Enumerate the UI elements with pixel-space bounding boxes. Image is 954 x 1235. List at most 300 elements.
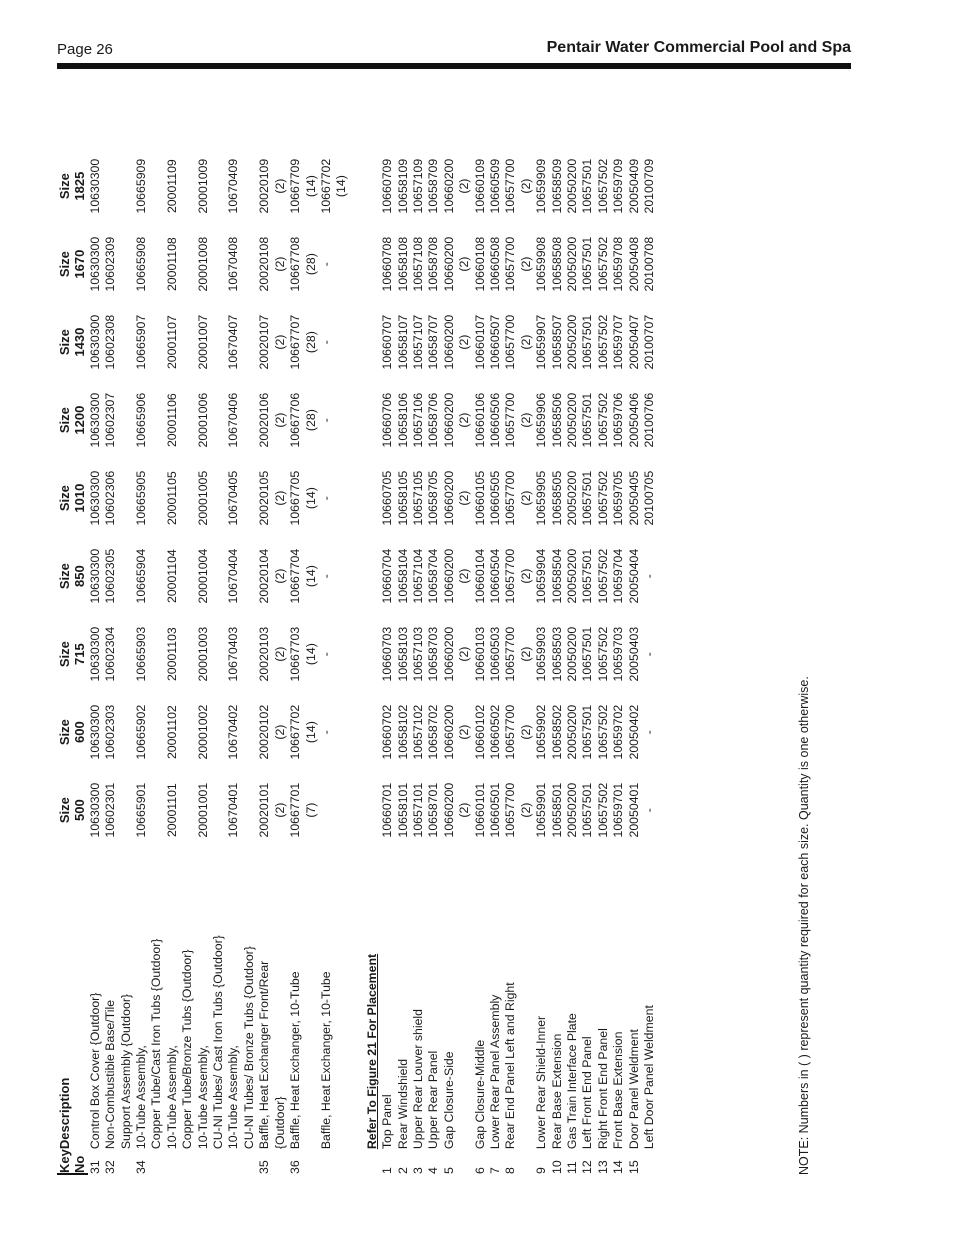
description-cell: 10-Tube Assembly, <box>226 1045 241 1150</box>
key-cell <box>457 1149 472 1174</box>
part-number-cell: 10657502 <box>595 236 610 292</box>
part-number-cell <box>180 303 195 381</box>
part-number-cell <box>119 771 134 849</box>
page-number: Page 26 <box>57 41 113 58</box>
part-number-cell: 10659904 <box>534 548 549 604</box>
part-number-cell: 10657502 <box>595 392 610 448</box>
part-number-cell: 20050409 <box>626 158 641 214</box>
description-cell: CU-NI Tubes/ Bronze Tubs {Outdoor} <box>241 946 256 1150</box>
part-number-cell: 10660501 <box>487 782 502 838</box>
part-number-cell <box>242 225 257 303</box>
part-number-cell: 10657109 <box>410 158 425 214</box>
part-number-cell: 10667705 <box>288 470 303 526</box>
part-number-cell: (28) <box>303 409 318 432</box>
part-number-cell: 20001107 <box>164 315 179 370</box>
subheading-placement: Refer To Figure 21 For Placement <box>364 953 379 1150</box>
part-number-cell: 20050407 <box>626 314 641 370</box>
part-number-cell <box>149 381 164 459</box>
description-cell: Rear End Panel Left and Right <box>503 982 518 1150</box>
part-number-cell <box>242 771 257 849</box>
table-row <box>580 147 595 1174</box>
part-number-cell: 10658705 <box>426 470 441 526</box>
part-number-cell: (2) <box>457 490 472 506</box>
description-cell: CU-NI Tubes/ Cast Iron Tubs {Outdoor} <box>211 935 226 1150</box>
header-description: Description <box>57 1077 72 1150</box>
table-row <box>488 147 503 1174</box>
part-number-cell: 10657501 <box>580 782 595 838</box>
part-number-cell: 10659707 <box>611 314 626 370</box>
part-number-cell: 10659701 <box>611 782 626 838</box>
part-number-cell: 10670403 <box>226 626 241 682</box>
description-cell <box>304 849 319 1149</box>
table-row <box>611 147 626 1174</box>
part-number-cell <box>334 303 349 381</box>
part-number-cell: (2) <box>518 724 533 740</box>
part-number-cell: 10657502 <box>595 470 610 526</box>
part-number-cell: 10657501 <box>580 704 595 760</box>
part-number-cell: (2) <box>518 178 533 194</box>
table-row <box>88 147 103 1174</box>
part-number-cell: 10660508 <box>487 236 502 292</box>
part-number-cell <box>334 693 349 771</box>
part-number-cell: - <box>318 496 333 501</box>
part-number-cell: 10657103 <box>410 626 425 682</box>
part-number-cell: 10660200 <box>441 704 456 760</box>
key-cell <box>242 1149 257 1174</box>
part-number-cell <box>180 225 195 303</box>
part-number-cell: 10658102 <box>395 704 410 760</box>
description-cell: Front Base Extension <box>611 1031 626 1150</box>
description-cell: Rear Windshield <box>395 1058 410 1150</box>
part-number-cell: 10665908 <box>134 236 149 292</box>
part-number-cell: 10630300 <box>87 782 102 838</box>
part-number-cell: 10660702 <box>380 704 395 760</box>
part-number-cell: 10657102 <box>410 704 425 760</box>
part-number-cell: 20020102 <box>257 704 272 760</box>
table-row <box>103 147 118 1174</box>
part-number-cell: (2) <box>272 256 287 272</box>
part-number-cell: 10657501 <box>580 314 595 370</box>
part-number-cell: 10630300 <box>87 470 102 526</box>
part-number-cell: 10657501 <box>580 548 595 604</box>
part-number-cell: (2) <box>457 724 472 740</box>
part-number-cell: 10602304 <box>103 626 118 682</box>
key-cell <box>226 1149 241 1174</box>
part-number-cell: 10658108 <box>395 236 410 292</box>
part-number-cell: 20100708 <box>642 236 657 292</box>
table-row <box>211 147 226 1174</box>
part-number-cell: 10658506 <box>549 392 564 448</box>
part-number-cell: 10630300 <box>87 626 102 682</box>
part-number-cell: 20100706 <box>642 392 657 448</box>
part-number-cell <box>242 537 257 615</box>
key-cell: 6 <box>472 1167 487 1174</box>
part-number-cell: 20020107 <box>257 314 272 370</box>
part-number-cell: 10658503 <box>549 626 564 682</box>
header-size-1670: Size 1670 <box>57 249 88 279</box>
part-number-cell: 10659909 <box>534 158 549 214</box>
part-number-cell <box>334 537 349 615</box>
part-number-cell: 10659907 <box>534 314 549 370</box>
description-cell: {Outdoor} <box>272 1096 287 1150</box>
part-number-cell: (2) <box>272 568 287 584</box>
part-number-cell <box>119 225 134 303</box>
part-number-cell: 20001007 <box>195 314 210 370</box>
part-number-cell: 10667701 <box>288 782 303 838</box>
part-number-cell: 10665909 <box>134 158 149 214</box>
part-number-cell: (2) <box>518 334 533 350</box>
part-number-cell: 10660107 <box>472 314 487 370</box>
part-number-cell: 10630300 <box>87 236 102 292</box>
part-number-cell: 10660502 <box>487 704 502 760</box>
part-number-cell: 20100705 <box>642 470 657 526</box>
part-number-cell: 10657501 <box>580 470 595 526</box>
part-number-cell: 10659709 <box>611 158 626 214</box>
part-number-cell: 10670405 <box>226 470 241 526</box>
description-cell: Control Box Cover {Outdoor} <box>87 992 102 1150</box>
part-number-cell: 10657700 <box>503 236 518 292</box>
key-cell: 13 <box>595 1160 610 1174</box>
key-cell: 1 <box>380 1167 395 1174</box>
part-number-cell: 20001004 <box>195 548 210 604</box>
part-number-cell: - <box>318 652 333 657</box>
description-cell: Door Panel Weldment <box>626 1029 641 1150</box>
part-number-cell: 10659706 <box>611 392 626 448</box>
part-number-cell: 10660200 <box>441 314 456 370</box>
part-number-cell: 10659704 <box>611 548 626 604</box>
description-cell: Copper Tube/Cast Iron Tubs {Outdoor} <box>149 938 164 1150</box>
part-number-cell: 10658701 <box>426 782 441 838</box>
table-row <box>426 147 441 1174</box>
description-cell: Support Assembly {Outdoor} <box>118 993 133 1150</box>
part-number-cell: 10659702 <box>611 704 626 760</box>
part-number-cell: 10660705 <box>380 470 395 526</box>
part-number-cell: 10658708 <box>426 236 441 292</box>
part-number-cell: 10660109 <box>472 158 487 214</box>
part-number-cell: 10659901 <box>534 782 549 838</box>
part-number-cell: 10657502 <box>595 548 610 604</box>
part-number-cell <box>242 303 257 381</box>
part-number-cell: 20100707 <box>642 314 657 370</box>
part-number-cell: 20050401 <box>626 782 641 838</box>
part-number-cell: (2) <box>518 802 533 818</box>
key-cell: 3 <box>410 1167 425 1174</box>
part-number-cell: 10657101 <box>410 782 425 838</box>
table-row <box>457 147 472 1174</box>
key-cell <box>196 1149 211 1174</box>
description-cell: Lower Rear Panel Assembly <box>487 994 502 1150</box>
part-number-cell: 20050200 <box>565 236 579 292</box>
part-number-cell: 20001001 <box>195 782 210 838</box>
rotated-parts-table <box>57 115 847 1175</box>
key-cell: 34 <box>134 1160 149 1174</box>
part-number-cell: 10667702 <box>318 158 333 214</box>
part-number-cell: (2) <box>272 646 287 662</box>
part-number-cell: 10659902 <box>534 704 549 760</box>
part-number-cell: 10657105 <box>410 470 425 526</box>
part-number-cell <box>242 459 257 537</box>
part-number-cell: 10670401 <box>226 782 241 838</box>
key-cell: 11 <box>565 1161 579 1174</box>
part-number-cell: 10660505 <box>487 470 502 526</box>
part-number-cell: 10657501 <box>580 392 595 448</box>
part-number-cell: 10658505 <box>549 470 564 526</box>
document-title: Pentair Water Commercial Pool and Spa <box>546 39 851 56</box>
part-number-cell: 20001106 <box>164 393 179 448</box>
parts-table <box>57 147 657 1175</box>
part-number-cell: (2) <box>272 724 287 740</box>
header-size-1010: Size 1010 <box>57 483 88 513</box>
key-cell: 14 <box>611 1160 626 1174</box>
key-cell <box>165 1149 180 1174</box>
part-number-cell <box>180 147 195 225</box>
part-number-cell: 10657700 <box>503 548 518 604</box>
table-row <box>596 147 611 1174</box>
part-number-cell: 10658704 <box>426 548 441 604</box>
part-number-cell: 10660506 <box>487 392 502 448</box>
part-number-cell: 10665907 <box>134 314 149 370</box>
part-number-cell: 20020108 <box>257 236 272 292</box>
part-number-cell: 10660504 <box>487 548 502 604</box>
part-number-cell: 20050200 <box>565 470 579 526</box>
part-number-cell: (14) <box>303 175 318 198</box>
part-number-cell <box>211 303 226 381</box>
table-row <box>519 147 534 1174</box>
table-row <box>565 147 580 1174</box>
part-number-cell: 10660103 <box>472 626 487 682</box>
part-number-cell: 10658709 <box>426 158 441 214</box>
part-number-cell: 10657700 <box>503 704 518 760</box>
table-row <box>273 147 288 1174</box>
part-number-cell: 10660108 <box>472 236 487 292</box>
part-number-cell: (14) <box>303 721 318 744</box>
description-cell: Right Front End Panel <box>595 1028 610 1150</box>
quantity-note: NOTE: Numbers in ( ) represent quantity required for each size. Quantity is one otherwise. <box>797 676 811 1175</box>
part-number-cell: 10660709 <box>380 158 395 214</box>
key-cell <box>149 1149 164 1174</box>
part-number-cell: 20050200 <box>565 704 579 760</box>
part-number-cell: 10630300 <box>87 704 102 760</box>
part-number-cell <box>334 459 349 537</box>
part-number-cell: 10660704 <box>380 548 395 604</box>
part-number-cell <box>149 303 164 381</box>
part-number-cell: 20001008 <box>195 236 210 292</box>
part-number-cell: 10658504 <box>549 548 564 604</box>
part-number-cell: 10658502 <box>549 704 564 760</box>
part-number-cell: 10658706 <box>426 392 441 448</box>
part-number-cell <box>119 537 134 615</box>
table-row <box>396 147 411 1174</box>
part-number-cell <box>119 615 134 693</box>
part-number-cell: (28) <box>303 253 318 276</box>
description-cell: Upper Rear Panel <box>426 1050 441 1150</box>
part-number-cell: 20001103 <box>164 627 179 682</box>
description-cell: Lower Rear Shield-Inner <box>534 1015 549 1150</box>
table-row <box>627 147 642 1174</box>
table-row <box>503 147 518 1174</box>
key-cell: 15 <box>626 1160 641 1174</box>
part-number-cell: 10667706 <box>288 392 303 448</box>
part-number-cell: 10660105 <box>472 470 487 526</box>
part-number-cell <box>119 693 134 771</box>
description-cell: Baffle, Heat Exchanger Front/Rear <box>257 960 272 1150</box>
part-number-cell: 10660200 <box>441 236 456 292</box>
part-number-cell <box>119 303 134 381</box>
part-number-cell <box>103 147 118 225</box>
part-number-cell: 10630300 <box>87 548 102 604</box>
table-row <box>642 147 657 1174</box>
part-number-cell: - <box>318 730 333 735</box>
part-number-cell <box>211 771 226 849</box>
header-size-600: Size 600 <box>57 719 88 746</box>
key-cell: 2 <box>395 1167 410 1174</box>
part-number-cell: 20020101 <box>257 782 272 838</box>
part-number-cell: (2) <box>518 412 533 428</box>
part-number-cell <box>119 147 134 225</box>
description-cell: 10-Tube Assembly, <box>195 1045 210 1150</box>
part-number-cell: 10660706 <box>380 392 395 448</box>
part-number-cell: - <box>318 340 333 345</box>
part-number-cell <box>211 693 226 771</box>
header-size-850: Size 850 <box>57 563 88 590</box>
table-row <box>165 147 180 1174</box>
part-number-cell: 10667708 <box>288 236 303 292</box>
part-number-cell: 10657501 <box>580 626 595 682</box>
part-number-cell: 10657501 <box>580 158 595 214</box>
table-row <box>288 147 303 1174</box>
part-number-cell: 10602306 <box>103 470 118 526</box>
part-number-cell: 20050404 <box>626 548 641 604</box>
part-number-cell: 10658109 <box>395 158 410 214</box>
table-row <box>442 147 457 1174</box>
part-number-cell: 10659705 <box>611 470 626 526</box>
part-number-cell: 20050200 <box>565 158 579 214</box>
part-number-cell: 20050405 <box>626 470 641 526</box>
part-number-cell <box>180 615 195 693</box>
part-number-cell: 10660503 <box>487 626 502 682</box>
description-cell: Non-Combustible Base/Tile <box>103 999 118 1150</box>
part-number-cell: 10658107 <box>395 314 410 370</box>
part-number-cell <box>242 147 257 225</box>
table-row <box>380 147 395 1174</box>
part-number-cell <box>211 459 226 537</box>
part-number-cell: 10658707 <box>426 314 441 370</box>
part-number-cell: - <box>318 262 333 267</box>
part-number-cell: 10670404 <box>226 548 241 604</box>
key-cell: 35 <box>257 1160 272 1174</box>
part-number-cell: 20020106 <box>257 392 272 448</box>
part-number-cell: 20050406 <box>626 392 641 448</box>
part-number-cell: 10660708 <box>380 236 395 292</box>
part-number-cell: 10665904 <box>134 548 149 604</box>
part-number-cell <box>180 537 195 615</box>
part-number-cell: 10660200 <box>441 392 456 448</box>
part-number-cell: (2) <box>272 334 287 350</box>
description-cell: Left Front End Panel <box>580 1036 595 1150</box>
part-number-cell: 10660200 <box>441 158 456 214</box>
part-number-cell: 20001003 <box>195 626 210 682</box>
part-number-cell: (2) <box>518 256 533 272</box>
description-cell: Top Panel <box>380 1094 395 1150</box>
part-number-cell: 10660200 <box>441 548 456 604</box>
part-number-cell: 10660509 <box>487 158 502 214</box>
part-number-cell: 10630300 <box>87 314 102 370</box>
table-row <box>196 147 211 1174</box>
part-number-cell <box>149 615 164 693</box>
part-number-cell: 20050200 <box>565 392 579 448</box>
part-number-cell <box>149 771 164 849</box>
table-row <box>257 147 272 1174</box>
key-cell <box>334 1149 349 1174</box>
part-number-cell: 10665905 <box>134 470 149 526</box>
part-number-cell <box>180 459 195 537</box>
part-number-cell: 10659903 <box>534 626 549 682</box>
description-cell: Gas Train Interface Plate <box>565 1013 579 1150</box>
part-number-cell <box>334 615 349 693</box>
part-number-cell: 10658104 <box>395 548 410 604</box>
part-number-cell: 10657502 <box>595 626 610 682</box>
part-number-cell: (2) <box>518 568 533 584</box>
part-number-cell: 20001102 <box>164 705 179 760</box>
part-number-cell: 10658105 <box>395 470 410 526</box>
part-number-cell: (14) <box>303 565 318 588</box>
part-number-cell: 20050403 <box>626 626 641 682</box>
part-number-cell <box>211 225 226 303</box>
header-size-1825: Size 1825 <box>57 171 88 201</box>
part-number-cell: 10657501 <box>580 236 595 292</box>
part-number-cell <box>119 381 134 459</box>
part-number-cell: - <box>642 730 657 735</box>
part-number-cell: (2) <box>272 490 287 506</box>
part-number-cell: 20001105 <box>164 471 179 526</box>
part-number-cell: 10670406 <box>226 392 241 448</box>
part-number-cell: 10660707 <box>380 314 395 370</box>
description-cell <box>457 849 472 1149</box>
key-cell: 7 <box>487 1167 502 1174</box>
part-number-cell <box>319 771 334 849</box>
part-number-cell: 10658703 <box>426 626 441 682</box>
part-number-cell <box>149 459 164 537</box>
part-number-cell: 10657502 <box>595 782 610 838</box>
part-number-cell <box>242 381 257 459</box>
key-cell: 10 <box>549 1160 564 1174</box>
part-number-cell: (7) <box>303 802 318 818</box>
key-cell <box>119 1149 134 1174</box>
description-cell: 10-Tube Assembly, <box>134 1045 149 1150</box>
part-number-cell: 10660703 <box>380 626 395 682</box>
part-number-cell: - <box>318 574 333 579</box>
part-number-cell: 20020104 <box>257 548 272 604</box>
table-row <box>334 147 349 1174</box>
part-number-cell: 10657108 <box>410 236 425 292</box>
part-number-cell: 10660701 <box>380 782 395 838</box>
description-cell: Gap Closure-Side <box>441 1051 456 1150</box>
part-number-cell: 10660104 <box>472 548 487 604</box>
table-row <box>180 147 195 1174</box>
part-number-cell <box>180 693 195 771</box>
part-number-cell: 10658509 <box>549 158 564 214</box>
header-size-1430: Size 1430 <box>57 327 88 357</box>
part-number-cell: 20050200 <box>565 626 579 682</box>
part-number-cell: 10630300 <box>87 392 102 448</box>
part-number-cell: (14) <box>334 175 349 198</box>
part-number-cell: 10602307 <box>103 392 118 448</box>
part-number-cell: 20050200 <box>565 548 579 604</box>
description-cell: Baffle, Heat Exchanger, 10-Tube <box>318 971 333 1150</box>
part-number-cell: 20050200 <box>565 314 579 370</box>
part-number-cell: 10665902 <box>134 704 149 760</box>
part-number-cell: (14) <box>303 643 318 666</box>
